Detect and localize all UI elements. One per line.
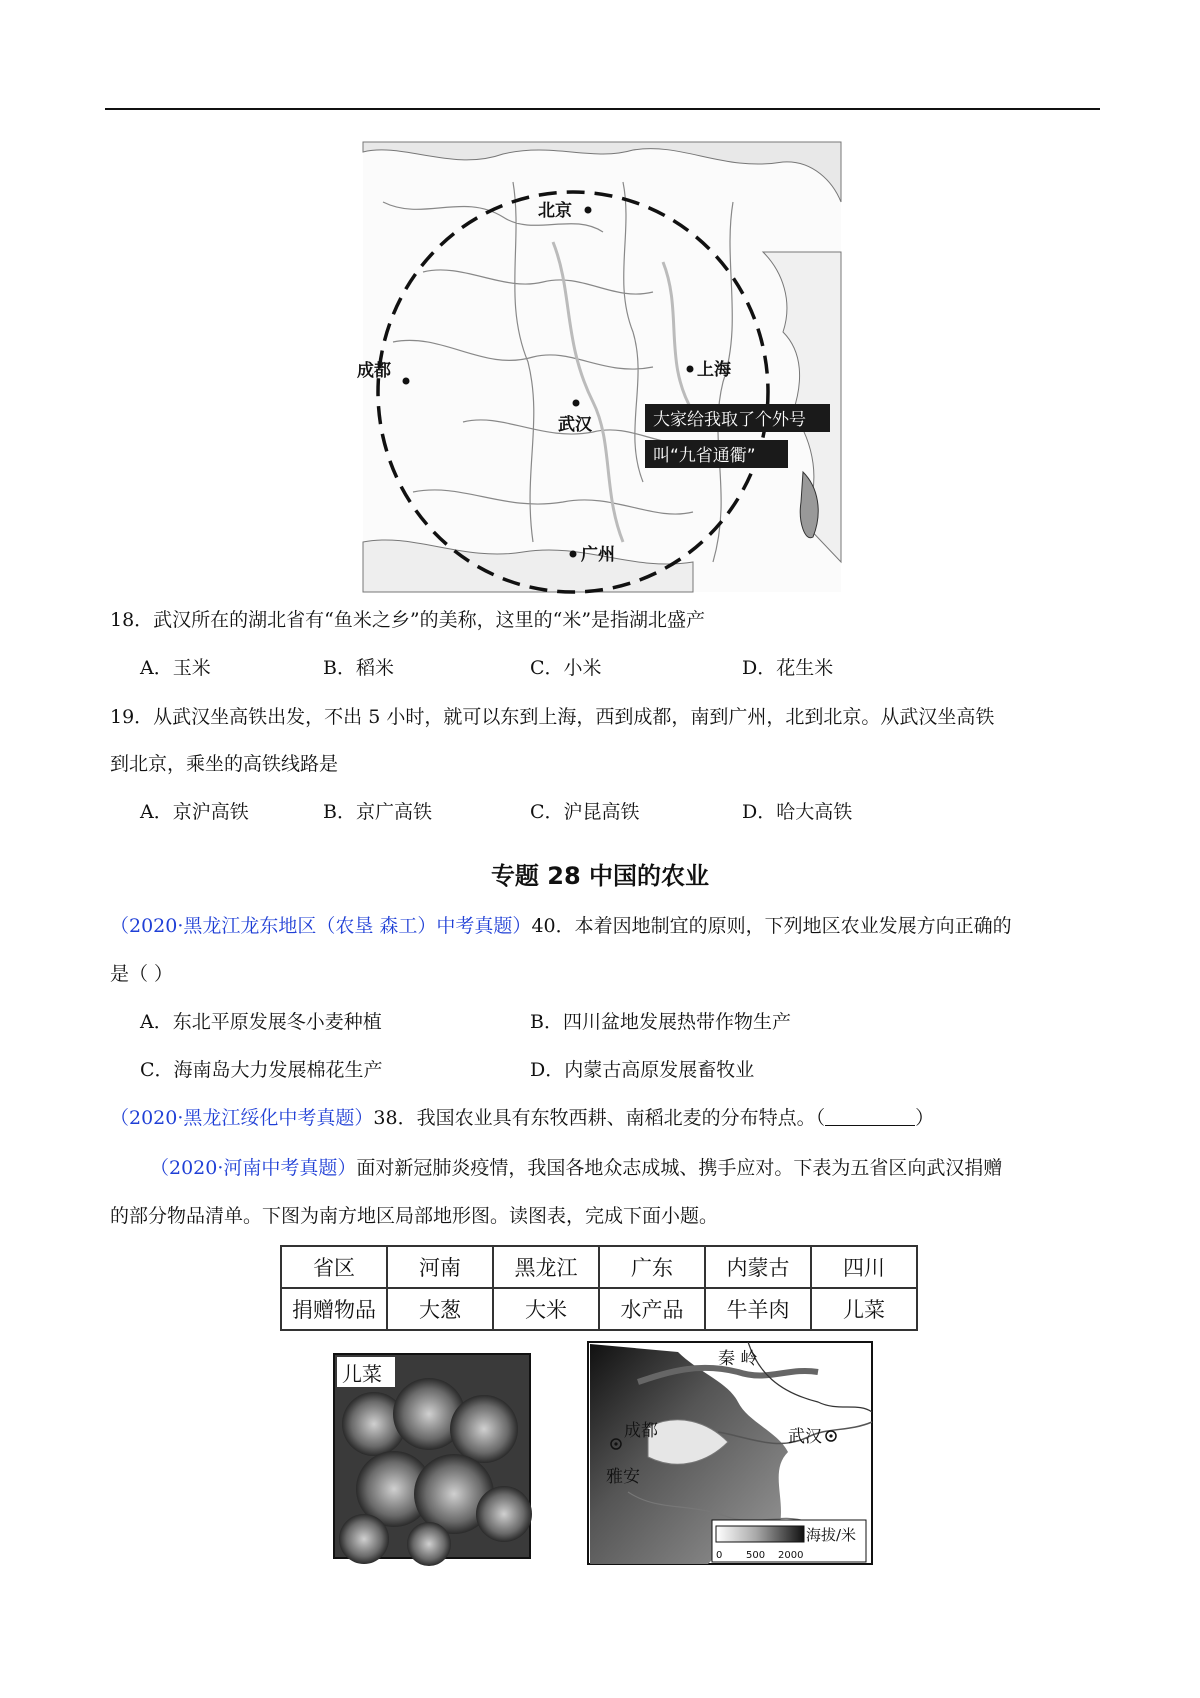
map-callout-line1: 大家给我取了个外号 [653, 410, 806, 430]
question-18: 18．武汉所在的湖北省有“鱼米之乡”的美称，这里的“米”是指湖北盛产 [110, 609, 706, 631]
legend-title: 海拔/米 [806, 1526, 857, 1544]
q18-option-c: C．小米 [530, 657, 602, 679]
q40-option-b: B．四川盆地发展热带作物生产 [530, 1011, 791, 1033]
question-40-line2: 是（ ） [110, 963, 174, 985]
table-cell: 儿菜 [811, 1288, 917, 1330]
table-cell: 广东 [599, 1246, 705, 1288]
label-chengdu: 成都 [624, 1421, 658, 1441]
q40-option-c: C．海南岛大力发展棉花生产 [140, 1059, 383, 1081]
table-cell: 河南 [387, 1246, 493, 1288]
q38-answer-blank[interactable] [825, 1107, 915, 1126]
label-qinling: 秦 岭 [718, 1349, 758, 1369]
q19-option-a: A．京沪高铁 [140, 801, 249, 823]
q18-option-d: D．花生米 [742, 657, 834, 679]
top-rule [105, 108, 1100, 110]
china-map-wuhan [357, 142, 841, 592]
q40-source: （2020·黑龙江龙东地区（农垦 森工）中考真题） [110, 915, 532, 937]
q18-option-b: B．稻米 [323, 657, 394, 679]
table-cell: 牛羊肉 [705, 1288, 811, 1330]
city-beijing: 北京 [538, 201, 572, 221]
q19-option-c: C．沪昆高铁 [530, 801, 640, 823]
question-38 [110, 1106, 934, 1130]
q18-option-a: A．玉米 [140, 657, 211, 679]
label-yaan: 雅安 [606, 1467, 640, 1487]
henan-passage-line2: 的部分物品清单。下图为南方地区局部地形图。读图表，完成下面小题。 [110, 1205, 719, 1227]
label-wuhan: 武汉 [788, 1427, 822, 1447]
table-cell: 四川 [811, 1246, 917, 1288]
city-chengdu: 成都 [357, 361, 391, 381]
q40-option-a: A．东北平原发展冬小麦种植 [140, 1011, 382, 1033]
legend-tick: 0 [716, 1550, 723, 1561]
q40-text: 40．本着因地制宜的原则，下列地区农业发展方向正确的 [531, 915, 1012, 937]
table-cell: 大米 [493, 1288, 599, 1330]
henan-passage-line1 [150, 1156, 1002, 1180]
legend-tick: 500 [746, 1550, 766, 1561]
henan-source: （2020·河南中考真题） [150, 1157, 357, 1179]
table-cell: 大葱 [387, 1288, 493, 1330]
photo-label: 儿菜 [342, 1362, 382, 1386]
q19-option-b: B．京广高铁 [323, 801, 432, 823]
south-terrain-map [588, 1342, 872, 1564]
table-cell: 黑龙江 [493, 1246, 599, 1288]
table-cell: 省区 [281, 1246, 387, 1288]
city-guangzhou: 广州 [581, 545, 615, 565]
city-wuhan: 武汉 [558, 415, 592, 435]
donation-table [280, 1245, 918, 1331]
question-19-line1: 19．从武汉坐高铁出发，不出 5 小时，就可以东到上海，西到成都，南到广州，北到北京。从武汉坐高铁 [110, 706, 995, 728]
question-19-line2: 到北京，乘坐的高铁线路是 [110, 753, 339, 775]
table-cell: 内蒙古 [705, 1246, 811, 1288]
city-shanghai: 上海 [697, 360, 731, 380]
table-header-row [281, 1246, 917, 1288]
henan-text-1: 面对新冠肺炎疫情，我国各地众志成城、携手应对。下表为五省区向武汉捐赠 [356, 1157, 1003, 1179]
section-title: 专题 28 中国的农业 [490, 862, 710, 890]
table-cell: 捐赠物品 [281, 1288, 387, 1330]
q19-option-d: D．哈大高铁 [742, 801, 853, 823]
legend-tick: 2000 [778, 1550, 804, 1561]
vegetable-photo [334, 1354, 530, 1558]
table-cell: 水产品 [599, 1288, 705, 1330]
q38-text: 38．我国农业具有东牧西耕、南稻北麦的分布特点。（ [373, 1107, 826, 1129]
q38-source: （2020·黑龙江绥化中考真题） [110, 1107, 374, 1129]
table-row [281, 1288, 917, 1330]
q38-close: ） [915, 1107, 935, 1129]
q40-option-d: D．内蒙古高原发展畜牧业 [530, 1059, 755, 1081]
map-callout-line2: 叫“九省通衢” [653, 446, 756, 466]
question-40-line1 [110, 914, 1012, 938]
